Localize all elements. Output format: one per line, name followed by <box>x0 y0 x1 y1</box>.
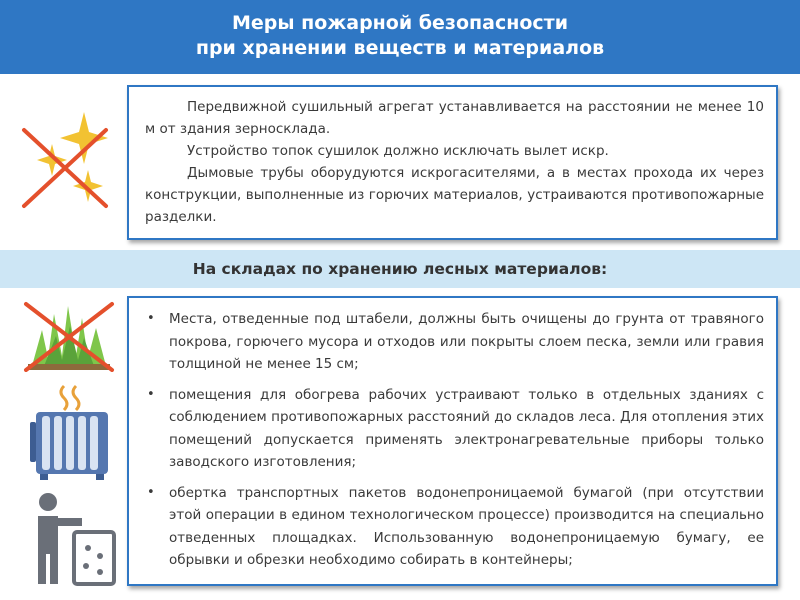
bullet-marker: • <box>147 386 155 402</box>
list-item-text: обертка транспортных пакетов водонепроницаемой бумагой (при отсутствии этой операции в едином технологическом процессе) производится на специально отведенных площадках. Использованную водонепроницаемую бумагу, ее обрывки и обрезки необходимо собирать в контейнеры; <box>169 484 764 568</box>
timber-storage-box <box>127 296 778 586</box>
paragraph-dryer-distance: Передвижной сушильный агрегат устанавливается на расстоянии не менее 10 м от здания зерносклада. <box>145 99 764 137</box>
requirements-list <box>145 308 764 572</box>
header-title-line2: при хранении веществ и материалов <box>195 37 605 59</box>
list-item-text: Места, отведенные под штабели, должны быть очищены до грунта от травяного покрова, горючего мусора и отходов или покрыты слоем песка, земли или гравия толщиной не менее 15 см; <box>169 311 764 372</box>
list-item <box>145 308 764 376</box>
radiator-heater-icon <box>30 382 114 482</box>
paragraph-chimney-arresters: Дымовые трубы оборудуются искрогасителями, а в местах прохода их через конструкции, выполненные из горючих материалов, устраиваются противопожарные разделки. <box>145 165 764 225</box>
trash-disposal-icon <box>34 492 118 588</box>
bullet-marker: • <box>147 484 155 500</box>
sparks-crossed-icon <box>18 108 114 212</box>
header-title-line1: Меры пожарной безопасности <box>231 12 569 34</box>
page-header <box>0 0 800 74</box>
section-title: На складах по хранению лесных материалов: <box>0 250 800 288</box>
list-item <box>145 482 764 572</box>
list-item-text: помещения для обогрева рабочих устраивают только в отдельных зданиях с соблюдением противопожарных расстояний до складов леса. Для отопления этих помещений допускается применять электронагревательные приборы только заводского изготовления; <box>169 386 764 470</box>
bullet-marker: • <box>147 311 155 326</box>
storage-requirements-box <box>127 85 778 240</box>
list-item <box>145 384 764 474</box>
grass-crossed-icon <box>22 300 116 372</box>
paragraph-furnace-sparks: Устройство топок сушилок должно исключать вылет искр. <box>187 143 609 159</box>
